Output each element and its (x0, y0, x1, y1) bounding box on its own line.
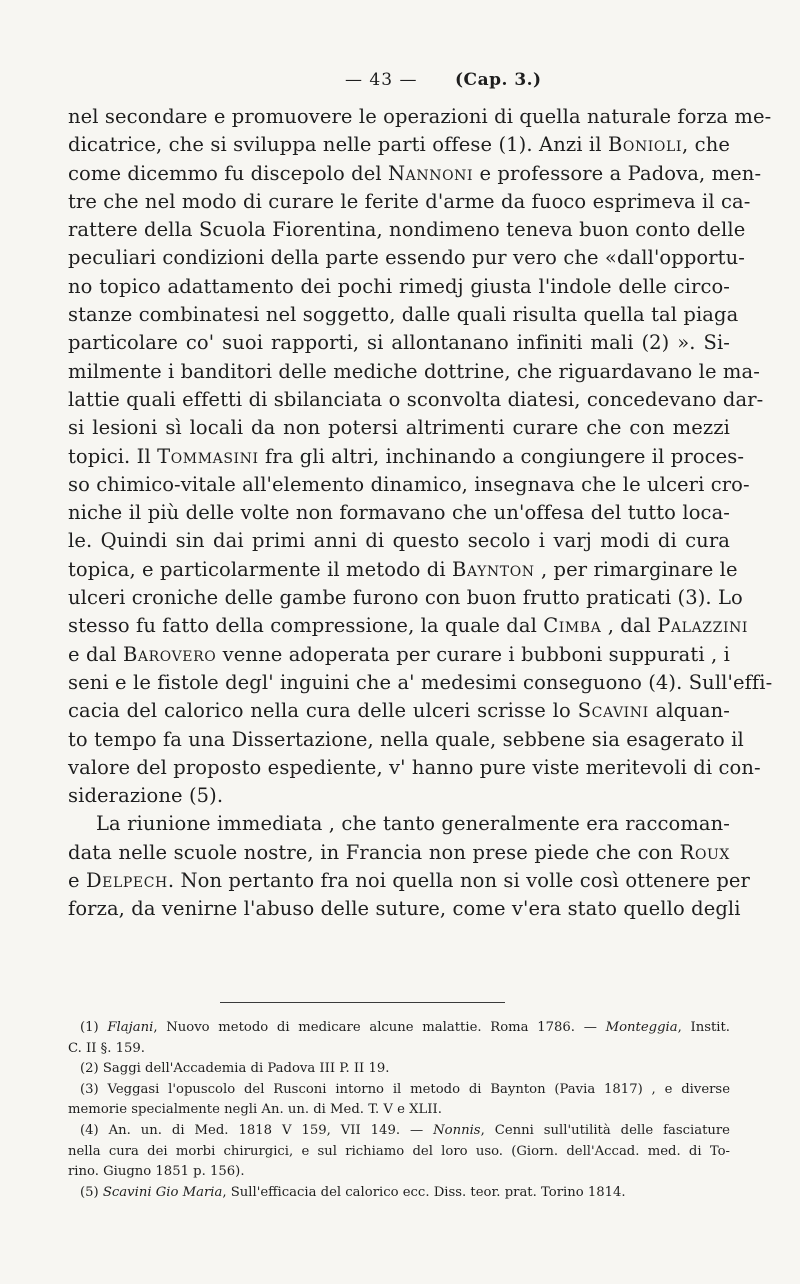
text-line (68, 810, 730, 838)
text-run: lattie quali effetti di sbilanciata o sconvolta diatesi, concedevano dar- (68, 387, 764, 411)
text-run: e (68, 869, 86, 893)
text-line (68, 895, 741, 923)
text-line (68, 301, 739, 329)
text-line (68, 726, 744, 754)
footnote (68, 1059, 730, 1080)
text-run: le. Quindi sin dai primi anni di questo secolo i varj modi di cura (68, 529, 730, 553)
text-run: topici. Il (68, 444, 158, 468)
text-run: La riunione immediata , che tanto generalmente era raccoman- (96, 812, 730, 836)
author-name: Delpech (85, 869, 168, 893)
cited-author: Monteggia (605, 1020, 678, 1035)
body-text (68, 103, 773, 924)
text-run: , Nuovo metodo di medicare alcune malattie. Roma 1786. — (153, 1020, 606, 1035)
text-run: seni e le fistole degl' inguini che a' medesimi conseguono (4). Sull'effi- (68, 670, 773, 694)
footnote-line (68, 1018, 730, 1039)
text-run: come dicemmo fu discepolo del (68, 161, 389, 185)
author-name: Baynton (452, 557, 535, 581)
author-name: Roux (679, 840, 730, 864)
text-line (68, 697, 730, 725)
footnote (68, 1018, 730, 1059)
text-line (68, 471, 750, 499)
text-line (68, 839, 730, 867)
text-run: (1) (80, 1020, 108, 1035)
footnote-line (68, 1059, 730, 1080)
chapter-reference: (Cap. 3.) (455, 70, 542, 90)
text-run: valore del proposto espediente, v' hanno pure viste meritevoli di con- (68, 755, 761, 779)
text-line (68, 556, 738, 584)
text-run: nella cura dei morbi chirurgici, e sul richiamo del loro uso. (Giorn. dell'Accad. med. di To- (68, 1143, 730, 1159)
footnote-line (68, 1080, 730, 1101)
footnote-line (68, 1121, 730, 1142)
text-run: rino. Giugno 1851 p. 156). (68, 1164, 245, 1180)
text-line (68, 386, 764, 414)
footnote-line (68, 1183, 730, 1204)
footnote-line (68, 1142, 730, 1163)
text-line (68, 867, 750, 895)
footnote-divider (220, 1002, 505, 1003)
author-name: Cimba (543, 614, 602, 638)
text-run: fra gli altri, inchinando a congiungere il proces- (258, 444, 745, 468)
text-line (68, 612, 749, 640)
author-name: Barovero (122, 642, 217, 666)
text-run: , Sull'efficacia del calorico ecc. Diss. teor. prat. Torino 1814. (222, 1184, 626, 1200)
text-line (68, 273, 730, 301)
text-run: alquan- (648, 699, 730, 723)
text-run: (4) An. un. di Med. 1818 V 159, VII 149. — (80, 1122, 434, 1138)
text-line (68, 443, 745, 471)
text-line (68, 329, 730, 357)
footnotes (68, 1018, 730, 1203)
text-line (68, 499, 730, 527)
text-run: niche il più delle volte non formavano che un'offesa del tutto loca- (68, 501, 730, 525)
footnote-line (68, 1039, 730, 1060)
text-run: no topico adattamento dei pochi rimedj giusta l'indole delle circo- (68, 274, 730, 298)
author-name: Tommasini (157, 444, 259, 468)
footnote-line (68, 1162, 730, 1183)
text-run: e dal (68, 642, 123, 666)
text-run: forza, da venirne l'abuso delle suture, come v'era stato quello degli (68, 897, 741, 921)
page-number: — 43 — (345, 70, 418, 90)
text-line (68, 584, 743, 612)
cited-author: Scavini Gio Maria (102, 1184, 223, 1200)
text-run: topica, e particolarmente il metodo di (68, 557, 453, 581)
text-line (68, 216, 746, 244)
text-run: (2) Saggi dell'Accademia di Padova III P. II 19. (80, 1061, 390, 1077)
text-run: , Instit. (677, 1020, 730, 1035)
text-line (68, 131, 730, 159)
text-line (68, 160, 762, 188)
text-line (68, 782, 730, 810)
text-line (68, 754, 761, 782)
text-run: , che (682, 133, 730, 157)
text-line (68, 103, 772, 131)
text-run: particolare co' suoi rapporti, si allontanano infiniti mali (2) ». Si- (68, 331, 730, 355)
text-run: rattere della Scuola Fiorentina, nondimeno teneva buon conto delle (68, 218, 746, 242)
text-line (68, 188, 751, 216)
text-line (68, 527, 730, 555)
text-run: , Cenni sull'utilità delle fasciature (480, 1122, 730, 1138)
text-line (68, 669, 773, 697)
text-run: dicatrice, che si sviluppa nelle parti offese (1). Anzi il (68, 133, 608, 157)
text-run: tre che nel modo di curare le ferite d'arme da fuoco esprimeva il ca- (68, 189, 751, 213)
text-line (68, 414, 730, 442)
footnote (68, 1080, 730, 1121)
text-run: . Non pertanto fra noi quella non si volle così ottenere per (167, 869, 750, 893)
text-run: ulceri croniche delle gambe furono con buon frutto praticati (3). Lo (68, 586, 743, 610)
text-run: stesso fu fatto della compressione, la quale dal (68, 614, 544, 638)
author-name: Bonioli (607, 133, 683, 157)
text-run: milmente i banditori delle mediche dottrine, che riguardavano le ma- (68, 359, 760, 383)
author-name: Palazzini (657, 614, 749, 638)
text-run: peculiari condizioni della parte essendo pur vero che «dall'opportu- (68, 246, 745, 270)
text-run: (5) (80, 1184, 103, 1200)
text-run: , dal (601, 614, 658, 638)
author-name: Scavini (577, 699, 649, 723)
text-run: memorie specialmente negli An. un. di Med. T. V e XLII. (68, 1102, 442, 1118)
text-run: data nelle scuole nostre, in Francia non prese piede che con (68, 840, 680, 864)
text-run: siderazione (5). (68, 784, 224, 808)
text-run: so chimico-vitale all'elemento dinamico, insegnava che le ulceri cro- (68, 472, 750, 496)
text-line (68, 641, 730, 669)
text-run: venne adoperata per curare i bubboni suppurati , i (216, 642, 730, 666)
cited-author: Nonnis (433, 1122, 481, 1138)
text-run: C. II §. 159. (68, 1040, 145, 1056)
footnote-line (68, 1100, 730, 1121)
text-run: e professore a Padova, men- (473, 161, 762, 185)
text-run: , per rimarginare le (534, 557, 738, 581)
footnote (68, 1183, 730, 1204)
text-line (68, 244, 745, 272)
text-run: stanze combinatesi nel soggetto, dalle quali risulta quella tal piaga (68, 303, 739, 327)
text-run: (3) Veggasi l'opuscolo del Rusconi intorno il metodo di Baynton (Pavia 1817) , e diverse (80, 1081, 730, 1097)
cited-author: Flajani (107, 1020, 154, 1035)
page-header (0, 70, 800, 94)
text-line (68, 358, 760, 386)
text-run: nel secondare e promuovere le operazioni di quella naturale forza me- (68, 105, 772, 128)
text-run: cacia del calorico nella cura delle ulceri scrisse lo (68, 699, 578, 723)
text-run: si lesioni sì locali da non potersi altrimenti curare che con mezzi (68, 416, 730, 440)
text-run: to tempo fa una Dissertazione, nella quale, sebbene sia esagerato il (68, 727, 744, 751)
author-name: Nannoni (388, 161, 474, 185)
footnote (68, 1121, 730, 1183)
